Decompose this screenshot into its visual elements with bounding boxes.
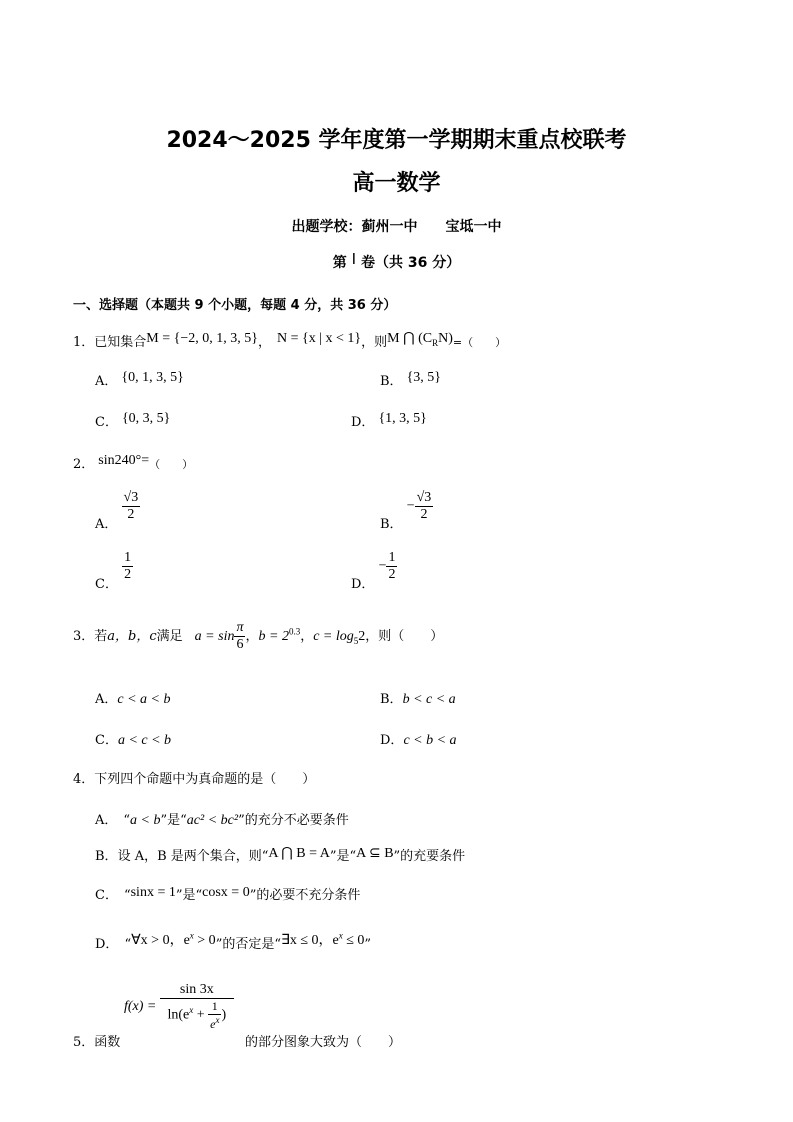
denominator: 2	[420, 507, 428, 522]
option-label: D．	[380, 733, 404, 748]
question-5-stem	[73, 1031, 120, 1050]
q3-option-c[interactable]	[95, 729, 171, 749]
schools-line: 出题学校：蓟州一中 宝坻一中	[291, 219, 502, 235]
q5-function	[124, 982, 234, 1032]
q3-post: ，则（ ）	[365, 629, 444, 644]
numerator: sin 3x	[160, 982, 234, 999]
q5-inner-exp: x	[215, 1015, 220, 1025]
numerator: √3	[123, 490, 139, 505]
q3-a-fraction	[234, 620, 245, 653]
option-fraction	[415, 490, 434, 523]
q4-a-m1: a < b	[130, 813, 161, 828]
q5-den-exp: x	[189, 1005, 194, 1016]
q4-a-q1: “	[123, 813, 131, 828]
q5-inner-fraction	[208, 999, 221, 1032]
q1-post: =（ ）	[452, 336, 507, 349]
question-number: 2．	[73, 457, 95, 472]
q2-option-b[interactable]	[380, 490, 433, 532]
option-label: B．	[380, 517, 403, 532]
q3-vars: a，b，c	[107, 629, 157, 644]
question-1-stem	[73, 330, 506, 350]
q4-stem: 下列四个命题中为真命题的是（ ）	[94, 772, 316, 787]
q4-d-m2-end: ≤ 0	[342, 933, 365, 948]
question-5-post: 的部分图象大致为（ ）	[245, 1035, 402, 1050]
option-value: {0, 3, 5}	[121, 411, 171, 426]
option-value: c < b < a	[403, 733, 457, 748]
question-number: 4．	[73, 772, 95, 787]
question-3-stem	[73, 620, 443, 653]
q4-d-m1: ∀x > 0，e	[131, 933, 190, 948]
question-2-stem	[73, 453, 193, 472]
q2-stem: sin240°=	[98, 453, 150, 468]
q1-expr-end: N)	[438, 331, 453, 346]
denominator: 2	[124, 567, 132, 582]
q4-d-q1: “	[124, 937, 132, 952]
q1-option-b[interactable]	[380, 370, 441, 389]
denominator: 2	[127, 507, 135, 522]
q1-expr: M ⋂ (C	[387, 331, 433, 346]
option-fraction	[386, 550, 397, 583]
denominator	[160, 999, 234, 1032]
option-label: D．	[95, 937, 119, 952]
volume-post: 卷（共 36 分）	[360, 255, 461, 271]
q3-pre: 若	[94, 629, 108, 644]
q4-a-m2: ac² < bc²	[186, 813, 239, 828]
q3-b-expression	[258, 626, 301, 644]
question-4-stem	[73, 768, 315, 787]
q4-option-d[interactable]	[95, 929, 371, 952]
q4-c-q1: “	[123, 888, 131, 903]
q3-comma2: ，	[300, 629, 314, 644]
q3-c-expression	[313, 629, 365, 644]
option-label: C．	[95, 888, 118, 903]
q4-c-m1: sinx = 1	[130, 885, 176, 900]
option-fraction	[122, 550, 133, 583]
q3-c-end: 2	[358, 629, 366, 644]
q1-option-a[interactable]	[95, 370, 184, 389]
option-value: {3, 5}	[406, 370, 442, 385]
q5-inner-base: e	[210, 1017, 216, 1031]
option-value: {1, 3, 5}	[378, 411, 427, 426]
q1-option-c[interactable]	[95, 411, 170, 430]
q4-b-m1: A ⋂ B = A	[268, 846, 330, 861]
q1-option-d[interactable]	[351, 411, 427, 430]
q4-d-m1-exp: x	[189, 930, 194, 941]
option-sign: −	[406, 498, 415, 514]
q5-den-pre: ln(e	[167, 1007, 190, 1023]
q4-d-m2-expression	[280, 930, 365, 948]
q5-fx: f(x) =	[124, 999, 157, 1014]
q4-a-q2: ”是“	[160, 813, 187, 828]
q4-a-q3: ”的充分不必要条件	[238, 813, 349, 828]
q3-comma1: ，	[245, 629, 259, 644]
q3-a-eq: a = sin	[194, 629, 235, 644]
q4-b-mid: ”是“	[329, 849, 357, 864]
q4-b-pre: 设 A，B 是两个集合，则“	[117, 849, 269, 864]
inner-numerator: 1	[208, 999, 221, 1015]
option-label: A．	[95, 517, 118, 532]
q4-option-a[interactable]	[95, 809, 349, 829]
q3-c-eq: c = log	[313, 629, 354, 644]
option-label: C．	[95, 415, 118, 430]
question-number: 1．	[73, 335, 95, 350]
numerator: 1	[124, 550, 132, 565]
q4-b-m2: A ⊆ B	[356, 846, 394, 861]
denominator: 2	[388, 567, 396, 582]
q5-den-close: )	[221, 1007, 227, 1023]
option-value: b < c < a	[402, 692, 456, 707]
q1-expression	[387, 331, 453, 346]
q4-d-m2: ∃x ≤ 0，e	[280, 933, 339, 948]
q1-expr-sub: R	[432, 337, 439, 348]
q4-b-post: ”的充要条件	[393, 849, 466, 864]
q2-option-d[interactable]	[351, 550, 397, 592]
option-label: A．	[95, 374, 118, 389]
option-label: A．	[95, 813, 118, 828]
q5-fraction	[160, 982, 234, 1032]
volume-line	[0, 250, 793, 272]
q3-option-d[interactable]	[380, 729, 457, 749]
set-m: M = {−2, 0, 1, 3, 5}	[146, 331, 258, 346]
inner-denominator	[208, 1015, 221, 1032]
option-sign: −	[378, 558, 387, 574]
denominator: 6	[236, 637, 244, 652]
q4-c-post: ”的必要不充分条件	[249, 888, 361, 903]
option-label: B．	[95, 849, 118, 864]
option-value: a < c < b	[117, 733, 172, 748]
set-n: N = {x | x < 1}	[277, 331, 362, 346]
q4-c-mid: ”是“	[175, 888, 203, 903]
q1-comma1: ，	[257, 335, 271, 350]
option-label: D．	[351, 577, 375, 592]
volume-mark: Ⅰ	[351, 252, 357, 268]
q3-mid: 满足	[156, 629, 183, 644]
q3-c-sub: 5	[353, 635, 359, 646]
q5-den-plus: +	[193, 1007, 209, 1023]
option-value: {0, 1, 3, 5}	[121, 370, 184, 385]
numerator: π	[236, 620, 244, 635]
q2-option-c[interactable]	[95, 550, 133, 592]
q4-d-m2-exp: x	[338, 930, 343, 941]
q3-option-b[interactable]	[380, 688, 456, 708]
subject-title: 高一数学	[352, 171, 441, 196]
option-value: c < a < b	[117, 692, 171, 707]
q1-comma2: ，则	[361, 335, 388, 350]
q4-d-mid: ”的否定是“	[215, 937, 281, 952]
option-fraction	[122, 490, 141, 523]
q1-pre: 已知集合	[94, 335, 147, 350]
q3-b-eq: b = 2	[258, 629, 289, 644]
exam-title: 2024～2025 学年度第一学期期末重点校联考	[166, 128, 627, 153]
numerator: 1	[388, 550, 396, 565]
q3-b-exp: 0.3	[288, 626, 301, 637]
option-label: A．	[95, 692, 118, 707]
numerator: √3	[416, 490, 432, 505]
q3-option-a[interactable]	[95, 688, 171, 708]
option-label: C．	[95, 733, 118, 748]
q4-d-m1-expression	[131, 930, 216, 948]
option-label: B．	[380, 374, 403, 389]
q2-post: （ ）	[149, 458, 194, 471]
q4-d-post: ”	[364, 937, 372, 952]
q5-pre: 函数	[94, 1035, 121, 1050]
q2-option-a[interactable]	[95, 490, 140, 532]
option-label: C．	[95, 577, 118, 592]
option-label: B．	[380, 692, 403, 707]
q4-c-m2: cosx = 0	[202, 885, 250, 900]
question-number: 3．	[73, 629, 95, 644]
question-number: 5．	[73, 1035, 95, 1050]
section-heading: 一、选择题（本题共 9 个小题，每题 4 分，共 36 分）	[73, 298, 397, 313]
volume-pre: 第	[332, 255, 347, 271]
q4-option-c[interactable]	[95, 884, 360, 903]
q4-option-b[interactable]	[95, 845, 465, 864]
q4-d-m1-end: > 0	[193, 933, 216, 948]
option-label: D．	[351, 415, 375, 430]
